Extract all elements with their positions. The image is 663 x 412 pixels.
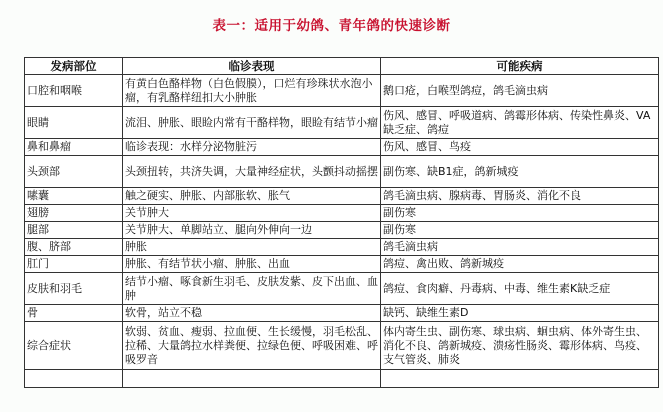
cell-part: 腿部 [25,222,123,239]
cell-sign: 有黄白色酪样物（白色假膜），口烂有珍珠状水泡小瘤，有乳酪样纽扣大小肿胀 [123,75,381,107]
cell-sign: 肿胀、有结节状小瘤、肿胀、出血 [123,256,381,273]
table-row [25,222,659,239]
cell-sign [123,370,381,388]
cell-disease: 鹅口疮，白喉型鸽痘，鸽毛滴虫病 [381,75,659,107]
cell-disease: 缺钙、缺维生素D [381,305,659,322]
table-row [25,75,659,107]
header-sign: 临诊表现 [123,58,381,75]
cell-disease: 伤风、感冒、呼吸道病、鸽霉形体病、传染性鼻炎、VA缺乏症、鸽痘 [381,107,659,139]
cell-sign: 关节肿大 [123,205,381,222]
cell-sign: 软骨，站立不稳 [123,305,381,322]
cell-part: 腹、脐部 [25,239,123,256]
table-row [25,273,659,305]
table-row [25,256,659,273]
cell-sign: 临诊表现：水样分泌物脏污 [123,139,381,156]
cell-part: 嗉囊 [25,188,123,205]
cell-disease: 鸽痘、食肉癖、丹毒病、中毒、维生素K缺乏症 [381,273,659,305]
table-row [25,305,659,322]
table-row [25,156,659,188]
cell-sign: 结节小瘤、啄食新生羽毛、皮肤发紫、皮下出血、血肿 [123,273,381,305]
cell-disease: 伤风、感冒、鸟疫 [381,139,659,156]
cell-disease: 副伤寒、缺B1症，鸽新城疫 [381,156,659,188]
table-title: 表一：适用于幼鸽、青年鸽的快速诊断 [212,18,451,34]
diagnosis-table [24,57,659,388]
table-row [25,322,659,370]
table-row [25,370,659,388]
table-header-row [25,58,659,75]
cell-disease: 鸽痘、禽出败、鸽新城疫 [381,256,659,273]
cell-disease [381,370,659,388]
cell-part: 肛门 [25,256,123,273]
cell-part: 鼻和鼻瘤 [25,139,123,156]
cell-disease: 副伤寒 [381,205,659,222]
table-row [25,188,659,205]
cell-sign: 软弱、贫血、瘦弱、拉血便、生长缓慢，羽毛松乱、拉稀、大量鸽拉水样粪便、拉绿色便、呼吸困难、呼吸罗音 [123,322,381,370]
cell-sign: 触之硬实、肿胀、内部胀软、胀气 [123,188,381,205]
cell-part [25,370,123,388]
table-row [25,205,659,222]
cell-part: 翅膀 [25,205,123,222]
cell-sign: 关节肿大、单脚站立、腿向外伸向一边 [123,222,381,239]
cell-part: 骨 [25,305,123,322]
cell-disease: 鸽毛滴虫病、腺病毒、胃肠炎、消化不良 [381,188,659,205]
cell-sign: 肿胀 [123,239,381,256]
cell-disease: 副伤寒 [381,222,659,239]
cell-disease: 鸽毛滴虫病 [381,239,659,256]
table-row [25,239,659,256]
cell-part: 眼睛 [25,107,123,139]
cell-sign: 头颈扭转，共济失调，大量神经症状，头颤抖动摇摆 [123,156,381,188]
cell-part: 综合症状 [25,322,123,370]
cell-part: 头颈部 [25,156,123,188]
cell-sign: 流泪、肿胀、眼睑内常有干酪样物，眼睑有结节小瘤 [123,107,381,139]
table-row [25,107,659,139]
table-row [25,139,659,156]
cell-part: 口腔和咽喉 [25,75,123,107]
cell-disease: 体内寄生虫、副伤寒、球虫病、蛔虫病、体外寄生虫、消化不良、鸽新城疫、溃疡性肠炎、霉形体病、鸟疫、支气管炎、肺炎 [381,322,659,370]
cell-part: 皮肤和羽毛 [25,273,123,305]
header-part: 发病部位 [25,58,123,75]
header-disease: 可能疾病 [381,58,659,75]
